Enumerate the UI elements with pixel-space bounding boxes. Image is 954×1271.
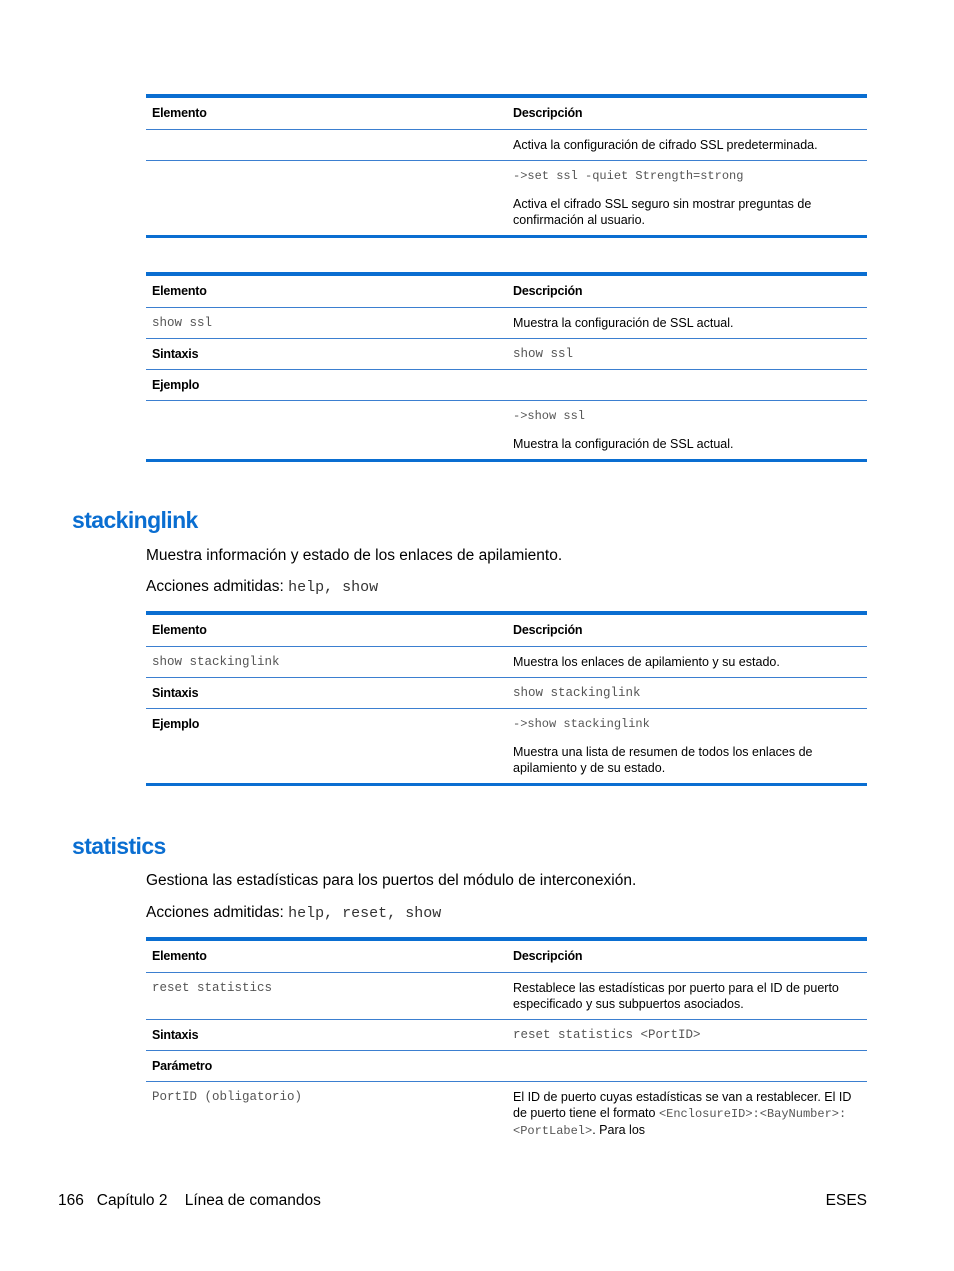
syntax-value: show stackinglink [507, 678, 867, 709]
actions-separator: : [279, 904, 289, 921]
column-header-description: Descripción [507, 939, 867, 973]
syntax-label: Sintaxis [146, 339, 507, 370]
element-cell [146, 161, 507, 237]
description-cell [507, 370, 867, 401]
column-header-description: Descripción [507, 96, 867, 130]
example-command: ->show stackinglink [513, 717, 650, 731]
ssl-set-table [146, 94, 867, 238]
chapter-label: Capítulo 2 [96, 1192, 168, 1209]
syntax-label: Sintaxis [146, 678, 507, 709]
example-description: Activa el cifrado SSL seguro sin mostrar preguntas de confirmación al usuario. [513, 197, 812, 227]
description-cell [507, 1082, 867, 1147]
table-row [146, 1051, 867, 1082]
table-row [146, 1020, 867, 1051]
description-cell: Muestra los enlaces de apilamiento y su estado. [507, 647, 867, 678]
supported-actions [146, 904, 441, 922]
parameter-description: El ID de puerto cuyas estadísticas se van a restablecer. El ID de puerto tiene el formato [513, 1090, 852, 1120]
table-row [146, 401, 867, 461]
section-description: Gestiona las estadísticas para los puertos del módulo de interconexión. [146, 872, 637, 889]
parameter-description-cont: . Para los [592, 1123, 646, 1137]
example-command: ->show ssl [513, 409, 586, 423]
table-row [146, 709, 867, 785]
element-cell [146, 401, 507, 461]
example-label: Ejemplo [146, 709, 507, 785]
actions-list: help, show [288, 579, 379, 596]
description-cell: Restablece las estadísticas por puerto para el ID de puerto especificado y sus subpuertos asociados. [507, 973, 867, 1020]
command-cell: reset statistics [146, 973, 507, 1020]
table-row [146, 161, 867, 237]
section-title-stackinglink: stackinglink [72, 507, 198, 533]
table-row [146, 339, 867, 370]
table-row [146, 678, 867, 709]
ssl-show-table [146, 272, 867, 462]
table-row [146, 647, 867, 678]
column-header-element: Elemento [146, 613, 507, 647]
column-header-element: Elemento [146, 96, 507, 130]
supported-actions [146, 578, 378, 596]
page-number: 166 [58, 1192, 84, 1209]
example-label: Ejemplo [146, 370, 507, 401]
parameter-name: PortID (obligatorio) [146, 1082, 507, 1147]
description-cell [507, 709, 867, 785]
syntax-value: show ssl [507, 339, 867, 370]
section-description: Muestra información y estado de los enlaces de apilamiento. [146, 547, 563, 564]
example-description: Muestra la configuración de SSL actual. [513, 437, 734, 451]
description-cell: Muestra la configuración de SSL actual. [507, 308, 867, 339]
syntax-label: Sintaxis [146, 1020, 507, 1051]
command-cell: show stackinglink [146, 647, 507, 678]
statistics-table [146, 937, 867, 1146]
stackinglink-table [146, 611, 867, 786]
syntax-value: reset statistics <PortID> [507, 1020, 867, 1051]
port-format-code: <EnclosureID>:<BayNumber>:<PortLabel> [513, 1107, 847, 1138]
page-footer-locale: ESES [825, 1192, 867, 1209]
column-header-element: Elemento [146, 274, 507, 308]
table-row [146, 130, 867, 161]
example-command: ->set ssl -quiet Strength=strong [513, 169, 744, 183]
page-footer-left [58, 1192, 321, 1210]
command-cell: show ssl [146, 308, 507, 339]
description-cell [507, 161, 867, 237]
example-description: Muestra una lista de resumen de todos los enlaces de apilamiento y de su estado. [513, 745, 813, 775]
actions-separator: : [279, 578, 289, 595]
column-header-description: Descripción [507, 613, 867, 647]
section-title-statistics: statistics [72, 833, 166, 859]
table-row [146, 1082, 867, 1147]
element-cell [146, 130, 507, 161]
parameter-label: Parámetro [146, 1051, 507, 1082]
description-cell [507, 401, 867, 461]
table-row [146, 973, 867, 1020]
actions-label: Acciones admitidas [146, 578, 280, 595]
chapter-title: Línea de comandos [184, 1192, 321, 1209]
column-header-description: Descripción [507, 274, 867, 308]
actions-label: Acciones admitidas [146, 904, 280, 921]
table-row [146, 308, 867, 339]
table-row [146, 370, 867, 401]
column-header-element: Elemento [146, 939, 507, 973]
description-cell [507, 1051, 867, 1082]
actions-list: help, reset, show [288, 905, 442, 922]
description-cell: Activa la configuración de cifrado SSL predeterminada. [507, 130, 867, 161]
